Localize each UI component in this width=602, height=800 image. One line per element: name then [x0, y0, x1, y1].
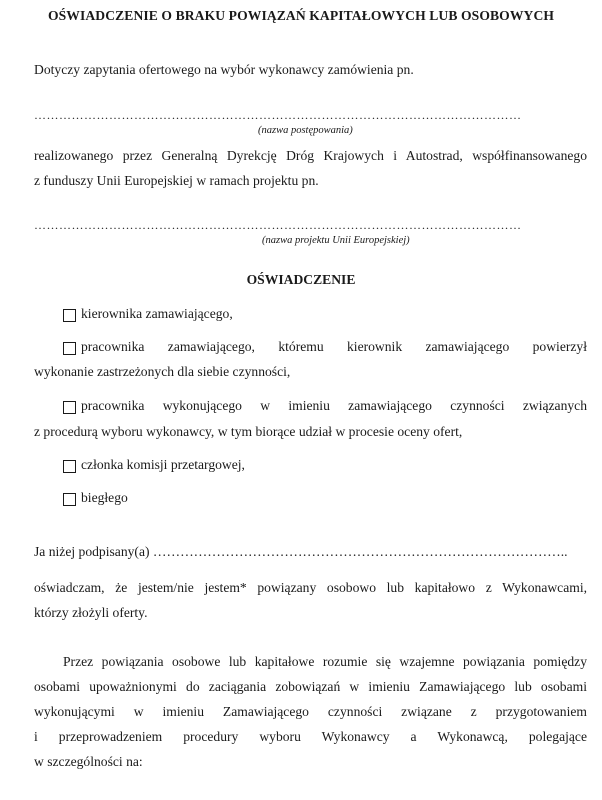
checkbox-tender-committee[interactable] [63, 460, 76, 473]
definition-line-1: Przez powiązania osobowe lub kapitałowe rozumie się wzajemne powiązania pomiędzy [63, 654, 587, 669]
definition-line-5: w szczególności na: [34, 754, 143, 769]
dots-line-project: ……………………………………………………………………………………………………… [34, 218, 522, 232]
option-tender-committee-label: członka komisji przetargowej, [81, 457, 245, 472]
option-employee-procedure-line-2: z procedurą wyboru wykonawcy, w tym biorące udział w procesie oceny ofert, [34, 424, 463, 439]
statement-heading: OŚWIADCZENIE [246, 272, 356, 287]
option-manager-label: kierownika zamawiającego, [81, 306, 233, 321]
checkbox-employee-entrusted[interactable] [63, 342, 76, 355]
checkbox-expert[interactable] [63, 493, 76, 506]
checkbox-manager[interactable] [63, 309, 76, 322]
option-expert-label: biegłego [81, 490, 128, 505]
document-title: OŚWIADCZENIE O BRAKU POWIĄZAŃ KAPITAŁOWYCH LUB OSOBOWYCH [47, 8, 555, 23]
definition-line-2: osobami upoważnionymi do zaciągania zobowiązań w imieniu Zamawiającego lub osobami [34, 679, 587, 694]
realized-line-2: z funduszy Unii Europejskiej w ramach projektu pn. [34, 173, 319, 188]
realized-line-1: realizowanego przez Generalną Dyrekcję Dróg Krajowych i Autostrad, współfinansowanego [34, 148, 587, 163]
intro-line: Dotyczy zapytania ofertowego na wybór wykonawcy zamówienia pn. [34, 62, 414, 77]
checkbox-employee-procedure[interactable] [63, 401, 76, 414]
caption-project-name: (nazwa projektu Unii Europejskiej) [262, 235, 410, 246]
dots-line-procedure: ……………………………………………………………………………………………………… [34, 108, 522, 122]
declaration-line-2: którzy złożyli oferty. [34, 605, 148, 620]
declaration-line-1: oświadczam, że jestem/nie jestem* powiązany osobowo lub kapitałowo z Wykonawcami, [34, 580, 587, 595]
caption-procedure-name: (nazwa postępowania) [258, 125, 353, 136]
definition-line-3: wykonującymi w imieniu Zamawiającego czynności związane z przygotowaniem [34, 704, 587, 719]
option-employee-entrusted-line-1: pracownika zamawiającego, któremu kierownik zamawiającego powierzył [81, 339, 587, 354]
option-employee-procedure-line-1: pracownika wykonującego w imieniu zamawiającego czynności związanych [81, 398, 587, 413]
definition-line-4: i przeprowadzeniem procedury wyboru Wykonawcy a Wykonawcą, polegające [34, 729, 587, 744]
signed-line: Ja niżej podpisany(a) ……………………………………………………………………………….. [34, 544, 568, 559]
option-employee-entrusted-line-2: wykonanie zastrzeżonych dla siebie czynności, [34, 364, 291, 379]
